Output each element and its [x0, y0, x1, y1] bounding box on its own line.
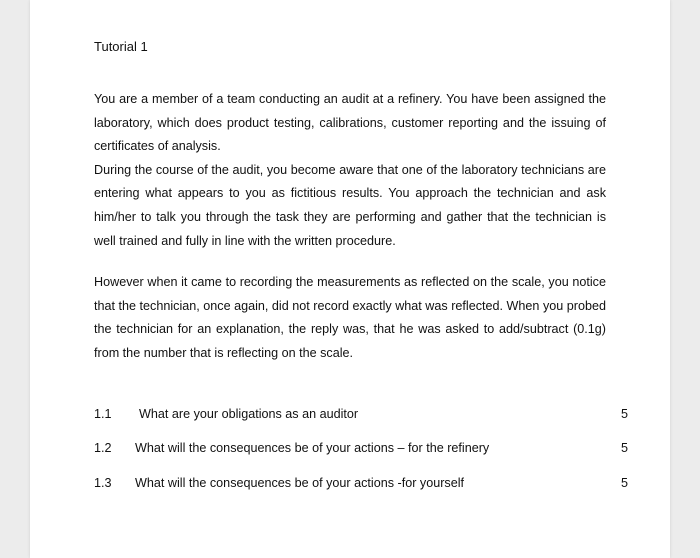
paragraph-observation: During the course of the audit, you become aware that one of the laboratory technicians are entering what appears to you as fictitious results. You approach the technician and ask him/her to talk you through the task they are performing and gather that the technician is well trained and fully in line with the written procedure. [94, 162, 606, 248]
scenario-paragraph [94, 88, 606, 253]
question-row [94, 404, 628, 424]
question-text: What are your obligations as an auditor [139, 407, 359, 421]
paragraph-measurement: However when it came to recording the measurements as reflected on the scale, you notice that the technician, once again, did not record exactly what was reflected. When you probed the technician for an explanation, the reply was, that he was asked to add/subtract (0.1g) from the number that is reflecting on the scale. [94, 275, 606, 360]
paragraph-intro: You are a member of a team conducting an audit at a refinery. You have been assigned the laboratory, which does product testing, calibrations, customer reporting and the issuing of certificates of analysis. [94, 92, 606, 154]
question-text: What will the consequences be of your actions – for the refinery [135, 441, 490, 455]
question-row [94, 473, 628, 493]
question-number: 1.1 [94, 407, 112, 421]
question-text: What will the consequences be of your actions -for yourself [135, 476, 464, 490]
question-row [94, 438, 628, 458]
question-marks: 5 [620, 407, 628, 421]
question-number: 1.3 [94, 476, 112, 490]
question-marks: 5 [620, 441, 628, 455]
document-title: Tutorial 1 [94, 39, 148, 54]
question-number: 1.2 [94, 441, 112, 455]
document-page [30, 0, 670, 558]
question-marks: 5 [620, 476, 628, 490]
